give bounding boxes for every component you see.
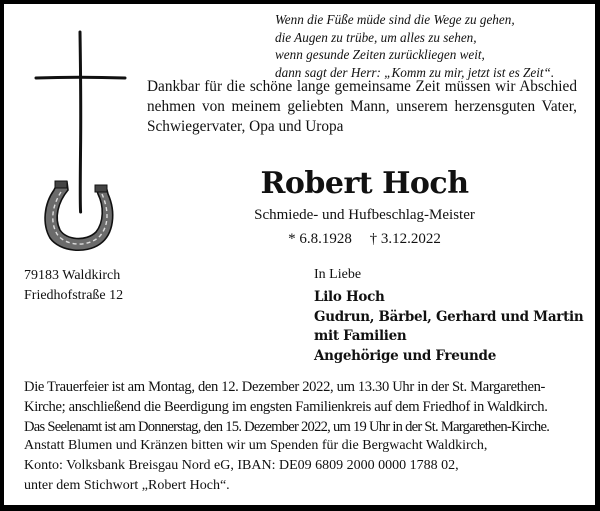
service-line: Kirche; anschließend die Beerdigung im engsten Familienkreis auf dem Friedhof in Waldkirch. — [24, 399, 548, 415]
intro-main: Dankbar für die schöne lange gemeinsame Zeit müssen wir Abschied nehmen von meinem geliebten Mann, unserem herzensguten Vater, — [147, 78, 577, 115]
address — [24, 266, 123, 306]
address-street: Friedhofstraße 12 — [24, 288, 124, 303]
deceased-profession: Schmiede- und Hufbeschlag-Meister — [254, 207, 475, 223]
mourner-name: Lilo Hoch — [314, 289, 385, 305]
address-city: 79183 Waldkirch — [24, 268, 121, 283]
donation-line: unter dem Stichwort „Robert Hoch“. — [24, 478, 230, 493]
intro-text — [147, 77, 577, 137]
obituary-card — [4, 4, 595, 505]
life-dates — [4, 231, 595, 248]
death-date: † 3.12.2022 — [369, 231, 441, 247]
donation-line: Konto: Volksbank Breisgau Nord eG, IBAN: DE09 6809 2000 0000 1788 02, — [24, 458, 459, 473]
poem — [275, 11, 554, 81]
poem-line: Wenn die Füße müde sind die Wege zu gehen, — [275, 12, 515, 27]
intro-last-line: Schwiegervater, Opa und Uropa — [147, 118, 344, 135]
mourners-lead: In Liebe — [314, 267, 362, 282]
poem-line: die Augen zu trübe, um alles zu sehen, — [275, 29, 477, 45]
mourner-name: Angehörige und Freunde — [314, 347, 496, 364]
donation-info — [24, 436, 487, 496]
donation-line: Anstatt Blumen und Kränzen bitten wir um Spenden für die Bergwacht Waldkirch, — [24, 438, 488, 453]
service-line: Das Seelenamt ist am Donnerstag, den 15. Dezember 2022, um 19 Uhr in der St. Margarethen-Kirche. — [24, 419, 550, 435]
mourners — [314, 265, 583, 366]
poem-line: dann sagt der Herr: „Komm zu mir, jetzt ist es Zeit“. — [275, 64, 555, 80]
birth-date: * 6.8.1928 — [288, 231, 352, 247]
poem-line: wenn gesunde Zeiten zurückliegen weit, — [275, 47, 485, 62]
deceased-name: Robert Hoch — [260, 166, 469, 201]
mourner-name: mit Familien — [314, 328, 407, 344]
mourner-name: Gudrun, Bärbel, Gerhard und Martin — [314, 308, 584, 325]
service-info — [24, 377, 579, 437]
service-line: Die Trauerfeier ist am Montag, den 12. Dezember 2022, um 13.30 Uhr in der St. Margarethen- — [24, 379, 546, 395]
